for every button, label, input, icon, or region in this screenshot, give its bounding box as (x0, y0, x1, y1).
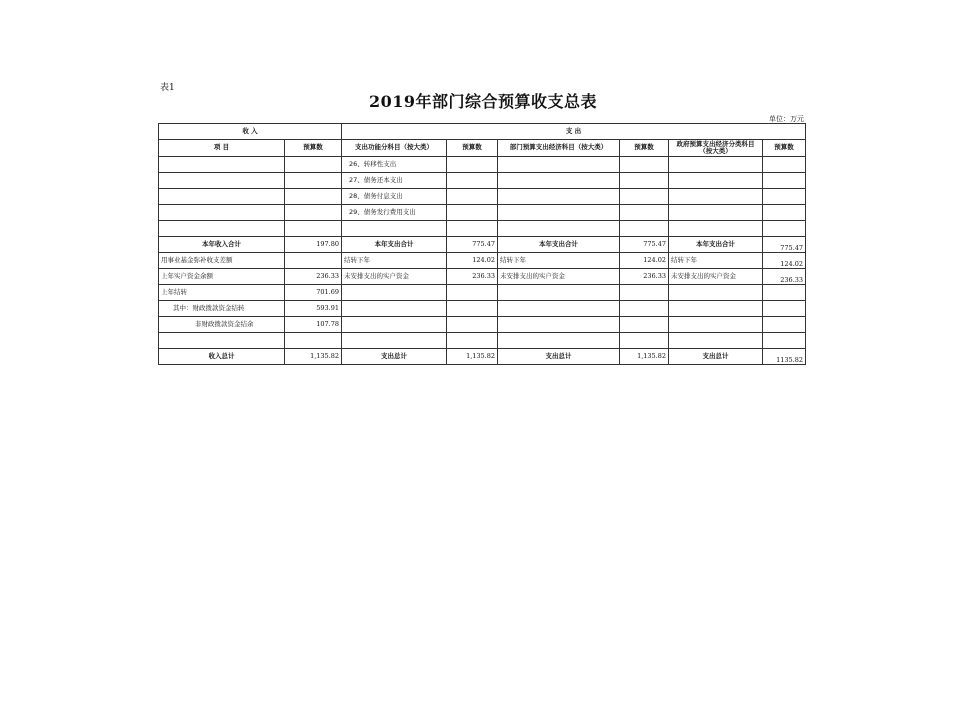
col-item-header: 项 目 (159, 140, 285, 157)
budget-summary-table (158, 123, 806, 365)
income-row-label: 非财政拨款资金结余 (159, 317, 285, 333)
table-row (159, 173, 806, 189)
income-row-label: 其中：财政拨款资金结转 (159, 301, 285, 317)
expense-grand-total-label: 支出总计 (342, 349, 447, 365)
annual-total-row (159, 237, 806, 253)
expense-grand-total-label: 支出总计 (669, 349, 763, 365)
grand-total-row (159, 349, 806, 365)
carry-forward-func-value: 124.02 (447, 253, 498, 269)
carry-forward-label: 结转下年 (342, 253, 447, 269)
dept-total-value: 775.47 (620, 237, 669, 253)
header-row-top (159, 124, 806, 140)
col-dept-econ-header: 部门预算支出经济科目（按大类） (498, 140, 620, 157)
unarranged-label: 未安排支出的实户资金 (498, 269, 620, 285)
col-amount-header: 预算数 (285, 140, 342, 157)
unarranged-label: 未安排支出的实户资金 (669, 269, 763, 285)
income-row-label: 上年结转 (159, 285, 285, 301)
income-row-value: 107.78 (285, 317, 342, 333)
func-row-label: 28、债务付息支出 (342, 189, 447, 205)
func-grand-total-value: 1,135.82 (447, 349, 498, 365)
table-row (159, 269, 806, 285)
table-row (159, 189, 806, 205)
income-row-label: 用事业基金弥补收支差额 (159, 253, 285, 269)
table-row (159, 333, 806, 349)
table-row (159, 301, 806, 317)
expense-total-label: 本年支出合计 (342, 237, 447, 253)
dept-grand-total-value: 1,135.82 (620, 349, 669, 365)
table-row (159, 285, 806, 301)
expense-grand-total-label: 支出总计 (498, 349, 620, 365)
gov-total-value: 775.47 (763, 237, 806, 253)
func-row-label: 26、转移性支出 (342, 157, 447, 173)
unarranged-func-value: 236.33 (447, 269, 498, 285)
gov-grand-total-value: 1135.82 (763, 349, 806, 365)
func-total-value: 775.47 (447, 237, 498, 253)
carry-forward-gov-value: 124.02 (763, 253, 806, 269)
income-header: 收 入 (159, 124, 342, 140)
income-row-value: 701.69 (285, 285, 342, 301)
expense-total-label: 本年支出合计 (498, 237, 620, 253)
table-row (159, 221, 806, 237)
unarranged-dept-value: 236.33 (620, 269, 669, 285)
col-amount-header: 预算数 (763, 140, 806, 157)
expense-header: 支 出 (342, 124, 806, 140)
income-row-value: 593.91 (285, 301, 342, 317)
carry-forward-dept-value: 124.02 (620, 253, 669, 269)
func-row-label: 27、债务还本支出 (342, 173, 447, 189)
col-gov-econ-header: 政府预算支出经济分类科目（按大类） (669, 140, 763, 157)
table-row (159, 253, 806, 269)
unarranged-gov-value: 236.33 (763, 269, 806, 285)
table-row (159, 317, 806, 333)
page-title: 2019年部门综合预算收支总表 (368, 92, 598, 111)
func-row-label: 29、债务发行费用支出 (342, 205, 447, 221)
col-amount-header: 预算数 (620, 140, 669, 157)
carry-forward-label: 结转下年 (498, 253, 620, 269)
table-row (159, 205, 806, 221)
table-number: 表1 (160, 83, 175, 93)
income-row-label: 上年实户资金余额 (159, 269, 285, 285)
table-row (159, 157, 806, 173)
header-row-columns (159, 140, 806, 157)
expense-total-label: 本年支出合计 (669, 237, 763, 253)
col-func-subject-header: 支出功能分科目（按大类） (342, 140, 447, 157)
income-grand-total-value: 1,135.82 (285, 349, 342, 365)
income-row-value: 236.33 (285, 269, 342, 285)
carry-forward-label: 结转下年 (669, 253, 763, 269)
income-row-value (285, 253, 342, 269)
unit-label: 单位：万元 (769, 115, 804, 123)
income-total-value: 197.80 (285, 237, 342, 253)
unarranged-label: 未安排支出的实户资金 (342, 269, 447, 285)
income-grand-total-label: 收入总计 (159, 349, 285, 365)
income-total-label: 本年收入合计 (159, 237, 285, 253)
col-amount-header: 预算数 (447, 140, 498, 157)
